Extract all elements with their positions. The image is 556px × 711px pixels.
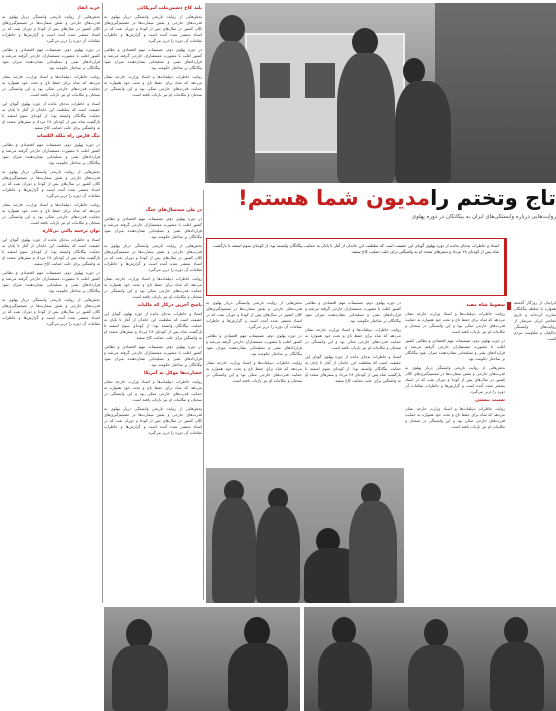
lc-text-5: در دوره پهلوی دوم، تصمیمات مهم اقتصادی و نظامی کشور اغلب با مشورت مستشاران خارجی گرفته می‌شد و قراردادهای نفتی و تسلیحاتی نشان‌دهنده میزان نفوذ بیگانگان بر ساختار حکومت بود. — [104, 344, 202, 367]
headline-deck: روایت‌هایی درباره وابستگی‌های ایران به بیگانگان در دوره پهلوی — [411, 214, 556, 220]
subhead-left-1: خرید انفاذ — [76, 6, 100, 11]
fl-text-9: در دوره پهلوی دوم، تصمیمات مهم اقتصادی و نظامی کشور اغلب با مشورت مستشاران خارجی گرفته می‌شد و قراردادهای نفتی و تسلیحاتی نشان‌دهنده میزان نفوذ بیگانگان بر ساختار حکومت بود. — [2, 270, 100, 293]
mid-b-text-2: در دوره پهلوی دوم، تصمیمات مهم اقتصادی و نظامی کشور اغلب با مشورت مستشاران خارجی گرفته می‌شد و قراردادهای نفتی و تسلیحاتی نشان‌دهنده میزان نفوذ بیگانگان بر ساختار حکومت بود. — [206, 333, 302, 356]
fl-text-4: اسناد و خاطرات به‌جای مانده از دوره پهلوی گویای این حقیقت است که سلطنت این خاندان از آغاز تا پایان به حمایت بیگانگان وابسته بود؛ از کودتای سوم اسفند تا بازگشت شاه پس از کودتای ۲۸ مرداد و سفرهای متعدد او به واشنگتن برای جلب حمایت کاخ سفید. — [2, 101, 100, 130]
headline-red: مدیون شما هستم! — [238, 186, 431, 210]
lc-text-1: در دوره پهلوی دوم، تصمیمات مهم اقتصادی و نظامی کشور اغلب با مشورت مستشاران خارجی گرفته می‌شد و قراردادهای نفتی و تسلیحاتی نشان‌دهنده میزان نفوذ بیگانگان بر ساختار حکومت بود. — [104, 216, 202, 239]
divider-2 — [203, 190, 204, 600]
subhead-left-4: توان ترجمه پالتی بی‌کاره — [42, 229, 100, 234]
far-left-column — [2, 3, 100, 603]
headline — [210, 184, 556, 212]
mid-a-text-2: روایت خاطرات دیپلمات‌ها و اسناد وزارت خارجه نشان می‌دهد که شاه برای حفظ تاج و تخت خود همواره به حمایت قدرت‌های خارجی متکی بود و این وابستگی در سخنان و مکاتبات او نیز بازتاب یافته است. — [305, 327, 401, 350]
ltop-text-2: در دوره پهلوی دوم، تصمیمات مهم اقتصادی و نظامی کشور اغلب با مشورت مستشاران خارجی گرفته می‌شد و قراردادهای نفتی و تسلیحاتی نشان‌دهنده میزان نفوذ بیگانگان بر ساختار حکومت بود. — [104, 47, 202, 70]
subhead-right-2: نسبت نیستی — [475, 398, 505, 403]
mid-a-text-3: اسناد و خاطرات به‌جای مانده از دوره پهلوی گویای این حقیقت است که سلطنت این خاندان از آغاز تا پایان به حمایت بیگانگان وابسته بود؛ از کودتای سوم اسفند تا بازگشت شاه پس از کودتای ۲۸ مرداد و سفرهای متعدد او به واشنگتن برای جلب حمایت کاخ سفید. — [305, 354, 401, 383]
subhead-mid-2: پاسخ آخرین درکار که مالیات — [137, 303, 202, 308]
fl-text-7: روایت خاطرات دیپلمات‌ها و اسناد وزارت خارجه نشان می‌دهد که شاه برای حفظ تاج و تخت خود همواره به حمایت قدرت‌های خارجی متکی بود و این وابستگی در سخنان و مکاتبات او نیز بازتاب یافته است. — [2, 202, 100, 225]
left-center-column — [104, 205, 202, 605]
fl-text-6: بخش‌هایی از روایت تاریخی وابستگی دربار پهلوی به قدرت‌های خارجی و نقش سفارت‌ها در تصمیم‌گیری‌های کلان کشور در سال‌های پس از کودتا و دوران نفت که در اسناد منتشر شده آمده است و گزارش‌ها و خاطرات مقامات آن دوره را دربر می‌گیرد. — [2, 169, 100, 198]
fl-text-8: اسناد و خاطرات به‌جای مانده از دوره پهلوی گویای این حقیقت است که سلطنت این خاندان از آغاز تا پایان به حمایت بیگانگان وابسته بود؛ از کودتای سوم اسفند تا بازگشت شاه پس از کودتای ۲۸ مرداد و سفرهای متعدد او به واشنگتن برای جلب حمایت کاخ سفید. — [2, 237, 100, 266]
subhead-left-3: تنگ فارس راه ملکه الکساند — [36, 134, 100, 139]
headline-black: تاج وتختم را — [430, 186, 556, 210]
bottom-right-photo — [304, 607, 556, 711]
fl-text-2: در دوره پهلوی دوم، تصمیمات مهم اقتصادی و نظامی کشور اغلب با مشورت مستشاران خارجی گرفته می‌شد و قراردادهای نفتی و تسلیحاتی نشان‌دهنده میزان نفوذ بیگانگان بر ساختار حکومت بود. — [2, 47, 100, 70]
group-photo — [206, 468, 404, 603]
ltop-text-3: روایت خاطرات دیپلمات‌ها و اسناد وزارت خارجه نشان می‌دهد که شاه برای حفظ تاج و تخت خود همواره به حمایت قدرت‌های خارجی متکی بود و این وابستگی در سخنان و مکاتبات او نیز بازتاب یافته است. — [104, 74, 202, 97]
fl-text-5: در دوره پهلوی دوم، تصمیمات مهم اقتصادی و نظامی کشور اغلب با مشورت مستشاران خارجی گرفته می‌شد و قراردادهای نفتی و تسلیحاتی نشان‌دهنده میزان نفوذ بیگانگان بر ساختار حکومت بود. — [2, 142, 100, 165]
right-text-4: روایت خاطرات دیپلمات‌ها و اسناد وزارت خارجه نشان می‌دهد که شاه برای حفظ تاج و تخت خود همواره به حمایت قدرت‌های خارجی متکی بود و این وابستگی در سخنان و مکاتبات او نیز بازتاب یافته است. — [405, 406, 505, 429]
right-text-1: روایت خاطرات دیپلمات‌ها و اسناد وزارت خارجه نشان می‌دهد که شاه برای حفظ تاج و تخت خود همواره به حمایت قدرت‌های خارجی متکی بود و این وابستگی در سخنان و مکاتبات او نیز بازتاب یافته است. — [405, 311, 505, 334]
middle-column-a — [305, 300, 401, 465]
lc-text-6: روایت خاطرات دیپلمات‌ها و اسناد وزارت خارجه نشان می‌دهد که شاه برای حفظ تاج و تخت خود همواره به حمایت قدرت‌های خارجی متکی بود و این وابستگی در سخنان و مکاتبات او نیز بازتاب یافته است. — [104, 379, 202, 402]
far-right-text: ایرانیان از روزگار گذشته همواره با سلطه بیگانگان مبارزه کرده‌اند و تاریخ معاصر ایران سرشار از روایت‌های وابستگی حاکمان و مقاومت مردم است. — [514, 300, 556, 341]
subhead-right-1: سقوط شاه مفید — [466, 303, 505, 308]
subhead-left-2: بلند کاخ دشمن‌ملت آمریکائی — [137, 6, 202, 11]
far-right-marker — [507, 302, 511, 310]
ltop-text-1: بخش‌هایی از روایت تاریخی وابستگی دربار پهلوی به قدرت‌های خارجی و نقش سفارت‌ها در تصمیم‌گیری‌های کلان کشور در سال‌های پس از کودتا و دوران نفت که در اسناد منتشر شده آمده است و گزارش‌ها و خاطرات مقامات آن دوره را دربر می‌گیرد. — [104, 14, 202, 43]
mid-a-text-1: در دوره پهلوی دوم، تصمیمات مهم اقتصادی و نظامی کشور اغلب با مشورت مستشاران خارجی گرفته می‌شد و قراردادهای نفتی و تسلیحاتی نشان‌دهنده میزان نفوذ بیگانگان بر ساختار حکومت بود. — [305, 300, 401, 323]
bottom-left-photo — [104, 607, 300, 711]
fl-text-3: روایت خاطرات دیپلمات‌ها و اسناد وزارت خارجه نشان می‌دهد که شاه برای حفظ تاج و تخت خود همواره به حمایت قدرت‌های خارجی متکی بود و این وابستگی در سخنان و مکاتبات او نیز بازتاب یافته است. — [2, 74, 100, 97]
lc-text-4: اسناد و خاطرات به‌جای مانده از دوره پهلوی گویای این حقیقت است که سلطنت این خاندان از آغاز تا پایان به حمایت بیگانگان وابسته بود؛ از کودتای سوم اسفند تا بازگشت شاه پس از کودتای ۲۸ مرداد و سفرهای متعدد او به واشنگتن برای جلب حمایت کاخ سفید. — [104, 311, 202, 340]
lc-text-2: بخش‌هایی از روایت تاریخی وابستگی دربار پهلوی به قدرت‌های خارجی و نقش سفارت‌ها در تصمیم‌گیری‌های کلان کشور در سال‌های پس از کودتا و دوران نفت که در اسناد منتشر شده آمده است و گزارش‌ها و خاطرات مقامات آن دوره را دربر می‌گیرد. — [104, 243, 202, 272]
right-text-2: در دوره پهلوی دوم، تصمیمات مهم اقتصادی و نظامی کشور اغلب با مشورت مستشاران خارجی گرفته می‌شد و قراردادهای نفتی و تسلیحاتی نشان‌دهنده میزان نفوذ بیگانگان بر ساختار حکومت بود. — [405, 338, 505, 361]
divider-1 — [102, 3, 103, 603]
lc-text-3: روایت خاطرات دیپلمات‌ها و اسناد وزارت خارجه نشان می‌دهد که شاه برای حفظ تاج و تخت خود همواره به حمایت قدرت‌های خارجی متکی بود و این وابستگی در سخنان و مکاتبات او نیز بازتاب یافته است. — [104, 276, 202, 299]
right-text-3: بخش‌هایی از روایت تاریخی وابستگی دربار پهلوی به قدرت‌های خارجی و نقش سفارت‌ها در تصمیم‌گیری‌های کلان کشور در سال‌های پس از کودتا و دوران نفت که در اسناد منتشر شده آمده است و گزارش‌ها و خاطرات مقامات آن دوره را دربر می‌گیرد. — [405, 365, 505, 394]
hero-photo — [205, 3, 556, 183]
left-column-top — [104, 3, 202, 203]
middle-column-b — [206, 300, 302, 465]
lead-accent-bar — [504, 238, 507, 296]
right-column — [405, 300, 505, 530]
fl-text-1: بخش‌هایی از روایت تاریخی وابستگی دربار پهلوی به قدرت‌های خارجی و نقش سفارت‌ها در تصمیم‌گیری‌های کلان کشور در سال‌های پس از کودتا و دوران نفت که در اسناد منتشر شده آمده است و گزارش‌ها و خاطرات مقامات آن دوره را دربر می‌گیرد. — [2, 14, 100, 43]
mid-b-text-3: روایت خاطرات دیپلمات‌ها و اسناد وزارت خارجه نشان می‌دهد که شاه برای حفظ تاج و تخت خود همواره به حمایت قدرت‌های خارجی متکی بود و این وابستگی در سخنان و مکاتبات او نیز بازتاب یافته است. — [206, 360, 302, 383]
lc-text-7: بخش‌هایی از روایت تاریخی وابستگی دربار پهلوی به قدرت‌های خارجی و نقش سفارت‌ها در تصمیم‌گیری‌های کلان کشور در سال‌های پس از کودتا و دوران نفت که در اسناد منتشر شده آمده است و گزارش‌ها و خاطرات مقامات آن دوره را دربر می‌گیرد. — [104, 406, 202, 435]
far-right-column — [514, 300, 556, 560]
subhead-mid-1: در طی سه‌سال‌های جنگ — [145, 208, 202, 213]
lead-paragraph: اسناد و خاطرات به‌جای مانده از دوره پهلوی گویای این حقیقت است که سلطنت این خاندان از آغاز تا پایان به حمایت بیگانگان وابسته بود؛ از کودتای سوم اسفند تا بازگشت شاه پس از کودتای ۲۸ مرداد و سفرهای متعدد او به واشنگتن برای جلب حمایت کاخ سفید. — [206, 238, 506, 296]
subhead-mid-3: جسارت‌ها موکل به آمریکا — [144, 371, 202, 376]
fl-text-10: بخش‌هایی از روایت تاریخی وابستگی دربار پهلوی به قدرت‌های خارجی و نقش سفارت‌ها در تصمیم‌گیری‌های کلان کشور در سال‌های پس از کودتا و دوران نفت که در اسناد منتشر شده آمده است و گزارش‌ها و خاطرات مقامات آن دوره را دربر می‌گیرد. — [2, 297, 100, 326]
mid-b-text-1: بخش‌هایی از روایت تاریخی وابستگی دربار پهلوی به قدرت‌های خارجی و نقش سفارت‌ها در تصمیم‌گیری‌های کلان کشور در سال‌های پس از کودتا و دوران نفت که در اسناد منتشر شده آمده است و گزارش‌ها و خاطرات مقامات آن دوره را دربر می‌گیرد. — [206, 300, 302, 329]
